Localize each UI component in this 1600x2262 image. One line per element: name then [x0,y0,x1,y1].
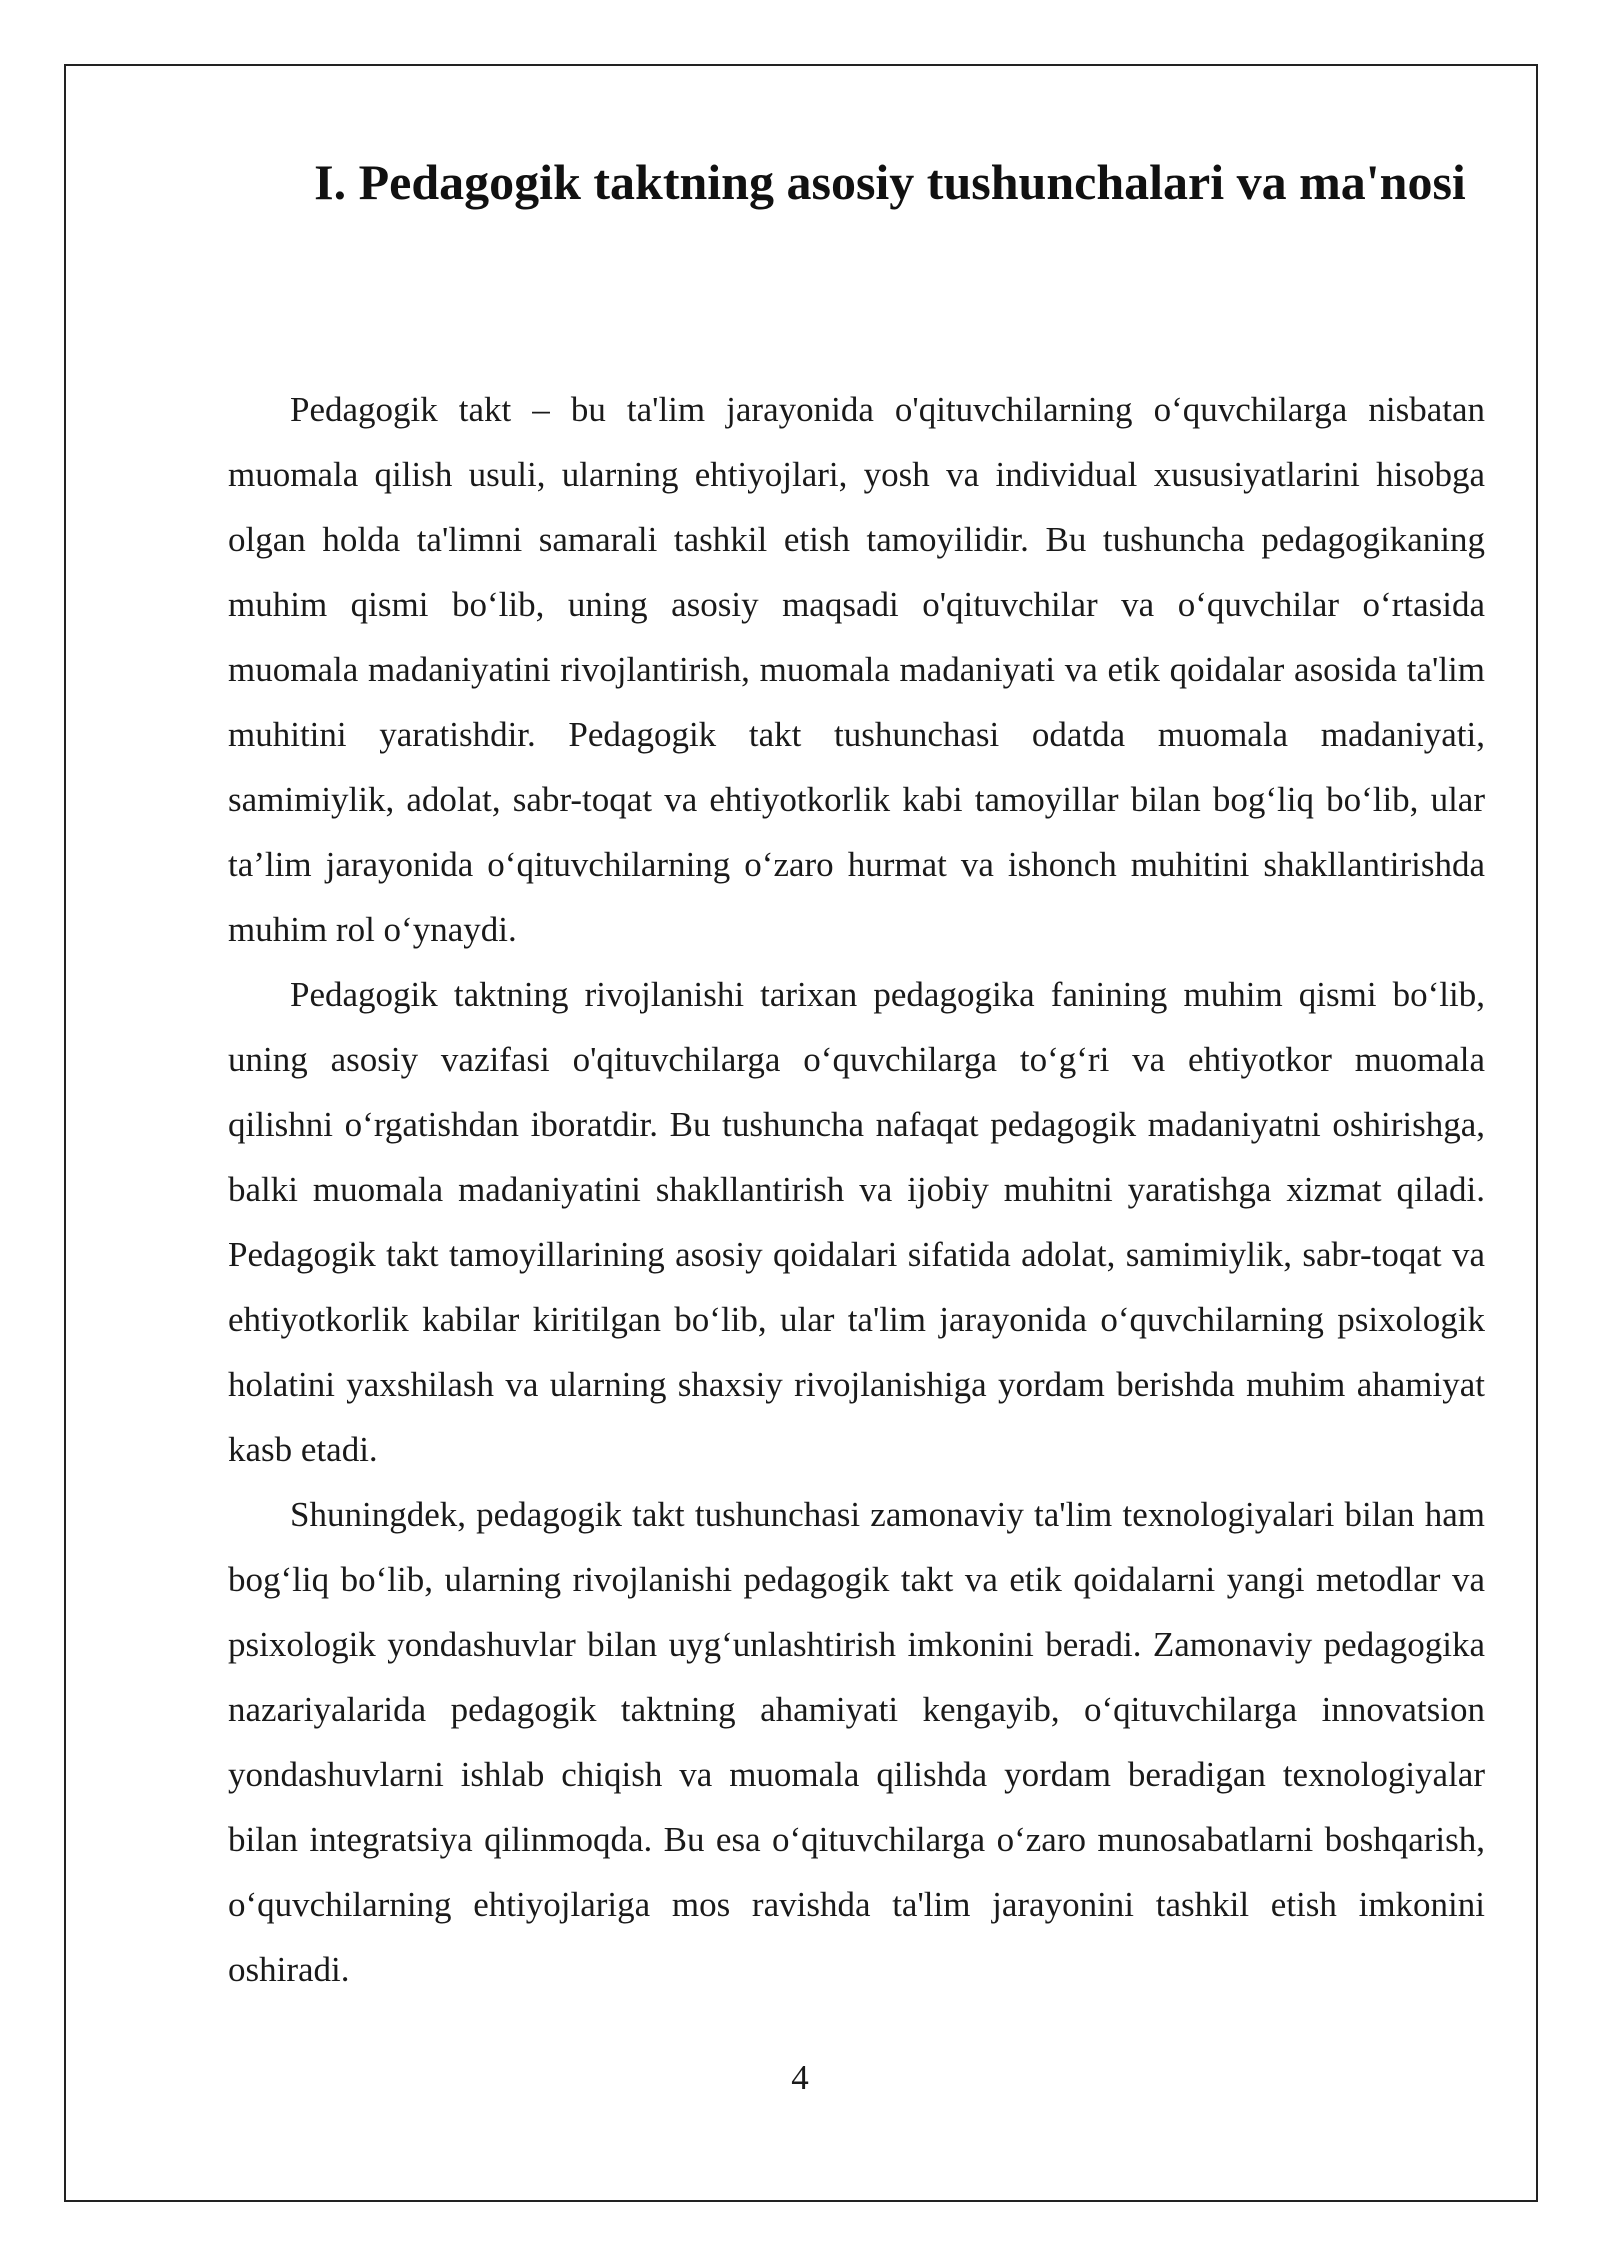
paragraph-2: Pedagogik taktning rivojlanishi tarixan pedagogika fanining muhim qismi bo‘lib, uning asosiy vazifasi o'qituvchilarga o‘quvchilarga to‘g‘ri va ehtiyotkor muomala qilishni o‘rgatishdan iboratdir. Bu tushuncha nafaqat pedagogik madaniyatni oshirishga, balki muomala madaniyatini shakllantirish va ijobiy muhitni yaratishga xizmat qiladi. Pedagogik takt tamoyillarining asosiy qoidalari sifatida adolat, samimiylik, sabr-toqat va ehtiyotkorlik kabilar kiritilgan bo‘lib, ular ta'lim jarayonida o‘quvchilarning psixologik holatini yaxshilash va ularning shaxsiy rivojlanishiga yordam berishda muhim ahamiyat kasb etadi. [228,975,1485,1469]
page-number: 4 [791,2058,809,2097]
body-text [228,377,1485,2002]
paragraph-3: Shuningdek, pedagogik takt tushunchasi zamonaviy ta'lim texnologiyalari bilan ham bog‘liq bo‘lib, ularning rivojlanishi pedagogik takt va etik qoidalarni yangi metodlar va psixologik yondashuvlar bilan uyg‘unlashtirish imkonini beradi. Zamonaviy pedagogika nazariyalarida pedagogik taktning ahamiyati kengayib, o‘qituvchilarga innovatsion yondashuvlarni ishlab chiqish va muomala qilishda yordam beradigan texnologiyalar bilan integratsiya qilinmoqda. Bu esa o‘qituvchilarga o‘zaro munosabatlarni boshqarish, o‘quvchilarning ehtiyojlariga mos ravishda ta'lim jarayonini tashkil etish imkonini oshiradi. [228,1495,1485,1989]
paragraph-1: Pedagogik takt – bu ta'lim jarayonida o'qituvchilarning o‘quvchilarga nisbatan muomala qilish usuli, ularning ehtiyojlari, yosh va individual xususiyatlarini hisobga olgan holda ta'limni samarali tashkil etish tamoyilidir. Bu tushuncha pedagogikaning muhim qismi bo‘lib, uning asosiy maqsadi o'qituvchilar va o‘quvchilar o‘rtasida muomala madaniyatini rivojlantirish, muomala madaniyati va etik qoidalar asosida ta'lim muhitini yaratishdir. Pedagogik takt tushunchasi odatda muomala madaniyati, samimiylik, adolat, sabr-toqat va ehtiyotkorlik kabi tamoyillar bilan bog‘liq bo‘lib, ular ta’lim jarayonida o‘qituvchilarning o‘zaro hurmat va ishonch muhitini shakllantirishda muhim rol o‘ynaydi. [228,390,1485,949]
section-heading: I. Pedagogik taktning asosiy tushunchalari va ma'nosi [314,154,1466,210]
